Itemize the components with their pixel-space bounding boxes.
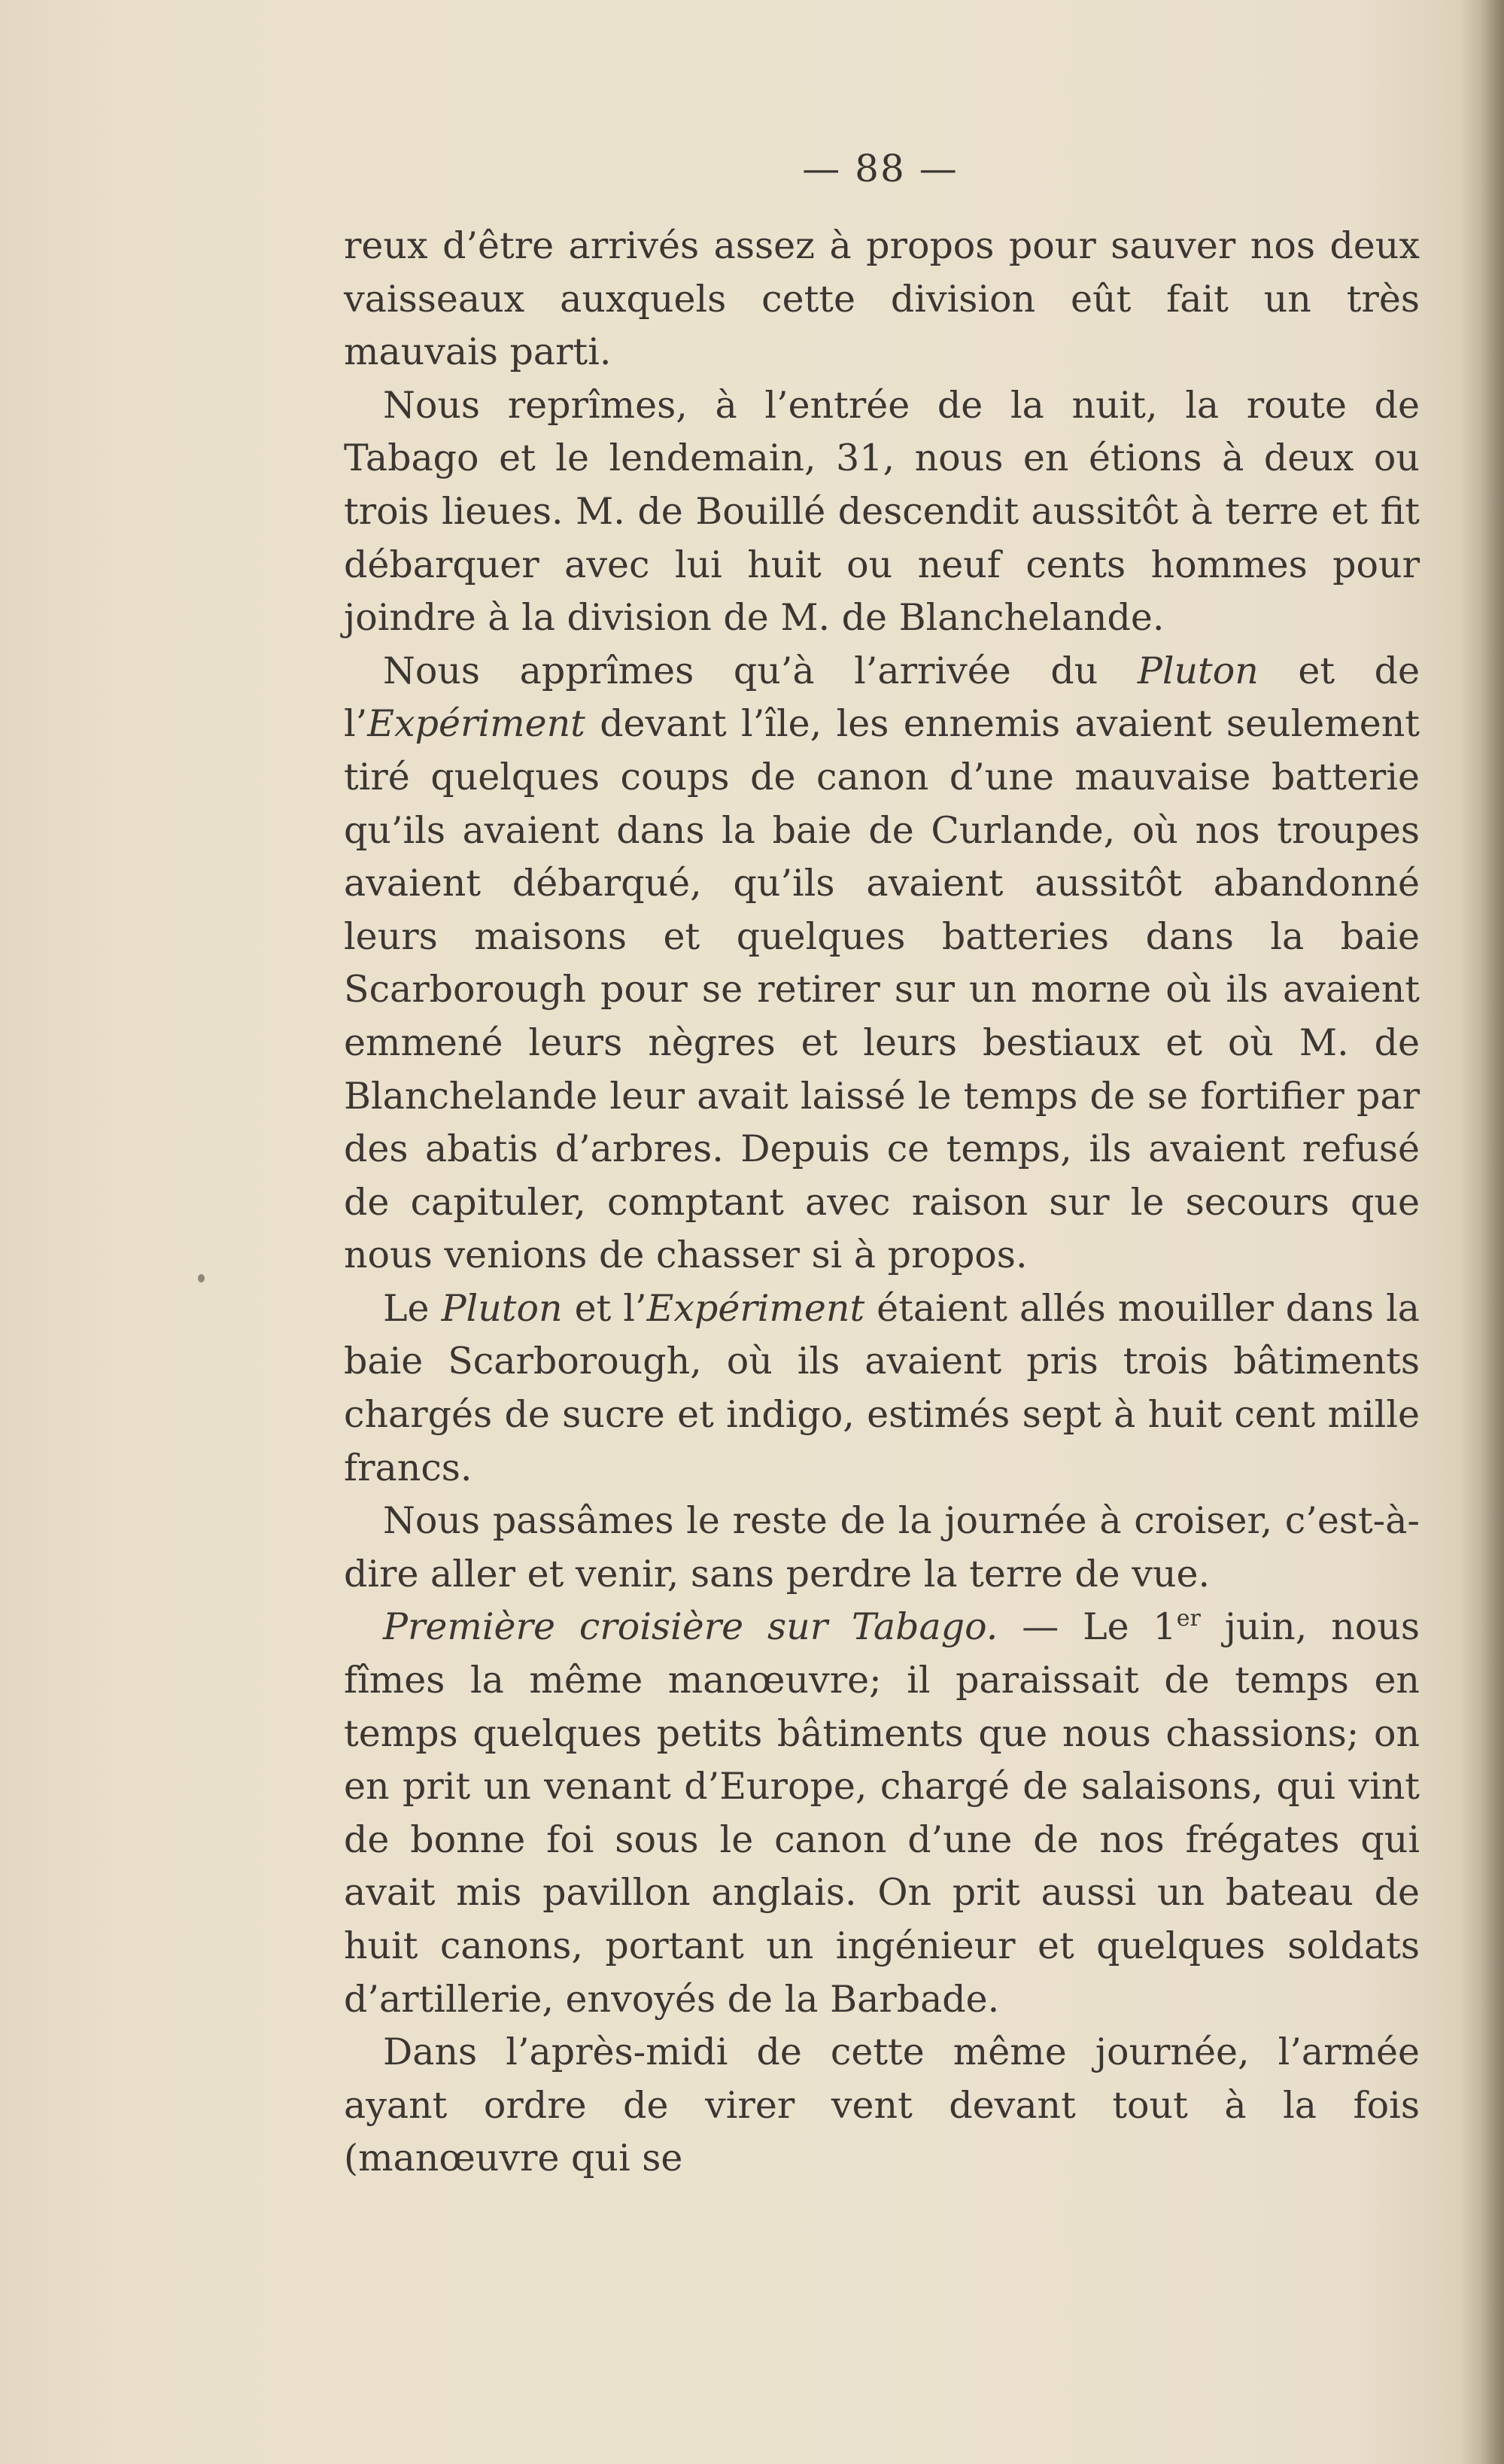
- paragraph-text: et de l’: [344, 649, 1420, 746]
- section-heading: Première croisière sur Tabago.: [383, 1605, 998, 1649]
- paper-speck: [198, 1274, 205, 1282]
- paragraph-continuation: reux d’être arrivés assez à propos pour sauver nos deux vaisseaux auxquels cette division eût fait un très mauvais parti.: [344, 224, 1420, 374]
- ship-name-experiment: Expériment: [367, 702, 585, 746]
- ship-name-pluton: Pluton: [1137, 649, 1259, 692]
- paragraph-text: Nous apprîmes qu’à l’arrivée du: [383, 649, 1138, 692]
- paragraph-enemy-retreat: [344, 645, 1420, 1282]
- page-number: — 88 —: [802, 147, 959, 190]
- paragraph-text: Le: [383, 1286, 442, 1330]
- paragraph-ships-anchored: [344, 1282, 1420, 1495]
- paragraph-text: et l’: [562, 1286, 647, 1330]
- paragraph-text: — Le 1: [998, 1605, 1177, 1649]
- page-edge-shadow: [1481, 0, 1504, 2464]
- paragraph-afternoon: Dans l’après-midi de cette même journée, l’armée ayant ordre de virer vent devant tout à la fois (manœuvre qui se: [344, 2031, 1420, 2180]
- body-text: [344, 220, 1420, 2186]
- ship-name-pluton: Pluton: [441, 1286, 563, 1330]
- paragraph-text: juin, nous fîmes la même manœuvre; il paraissait de temps en temps quelques petits bâtiments que nous chassions; on en prit un venant d’Europe, chargé de salaisons, qui vint de bonne foi sous le canon d’une de nos frégates qui avait mis pavillon anglais. On prit aussi un bateau de huit canons, portant un ingénieur et quelques soldats d’artillerie, envoyés de la Barbade.: [344, 1605, 1420, 2021]
- paragraph-first-cruise: [344, 1601, 1420, 2026]
- paragraph-text: devant l’île, les ennemis avaient seulement tiré quelques coups de canon d’une mauvaise batterie qu’ils avaient dans la baie de Curlande, où nos troupes avaient débarqué, qu’ils avaient aussitôt abandonné leurs maisons et quelques batteries dans la baie Scarborough pour se retirer sur un morne où ils avaient emmené leurs nègres et leurs bestiaux et où M. de Blanchelande leur avait laissé le temps de se fortifier par des abatis d’arbres. Depuis ce temps, ils avaient refusé de capituler, comptant avec raison sur le secours que nous venions de chasser si à propos.: [344, 702, 1420, 1277]
- paragraph-route-tabago: Nous reprîmes, à l’entrée de la nuit, la route de Tabago et le lendemain, 31, nous en étions à deux ou trois lieues. M. de Bouillé descendit aussitôt à terre et fit débarquer avec lui huit ou neuf cents hommes pour joindre à la division de M. de Blanchelande.: [344, 383, 1420, 640]
- ordinal-superscript: er: [1176, 1605, 1201, 1632]
- ship-name-experiment: Expériment: [646, 1286, 865, 1330]
- paragraph-text: étaient allés mouiller dans la baie Scarborough, où ils avaient pris trois bâtiments chargés de sucre et indigo, estimés sept à huit cent mille francs.: [344, 1286, 1420, 1489]
- paragraph-cruising: Nous passâmes le reste de la journée à croiser, c’est-à-dire aller et venir, sans perdre la terre de vue.: [344, 1499, 1420, 1596]
